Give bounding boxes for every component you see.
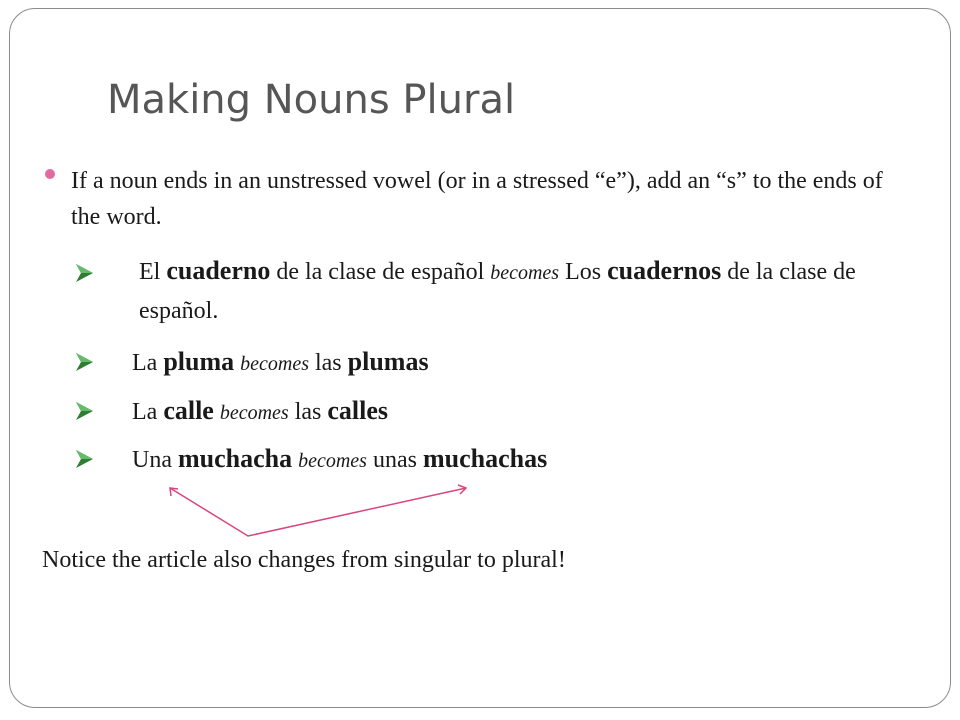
main-bullet-text: If a noun ends in an unstressed vowel (or in a stressed “e”), add an “s” to the ends of the word. [71, 168, 883, 230]
slide-title: Making Nouns Plural [107, 77, 516, 123]
note-text: Notice the article also changes from singular to plural! [42, 547, 566, 573]
becomes-word: becomes [298, 450, 367, 472]
example-text: La [132, 350, 164, 376]
singular-noun: muchacha [177, 444, 293, 473]
singular-noun: calle [163, 396, 214, 425]
plural-noun: plumas [347, 347, 429, 376]
becomes-word: becomes [240, 353, 309, 375]
example-text: de la clase de español. [139, 259, 856, 324]
example-text: unas [366, 447, 423, 473]
example-text: de la clase de español [270, 259, 491, 285]
example-text: Una [132, 447, 178, 473]
example-text: las [288, 399, 328, 425]
plural-noun: calles [327, 396, 389, 425]
singular-noun: cuaderno [166, 256, 271, 285]
plural-noun: cuadernos [607, 256, 722, 285]
becomes-word: becomes [219, 402, 289, 424]
singular-noun: pluma [163, 347, 235, 376]
example-text: Los [559, 259, 608, 285]
becomes-word: becomes [490, 262, 560, 284]
example-text: las [308, 350, 348, 376]
example-text: La [132, 399, 164, 425]
plural-noun: muchachas [422, 444, 548, 473]
example-text: El [139, 259, 167, 285]
